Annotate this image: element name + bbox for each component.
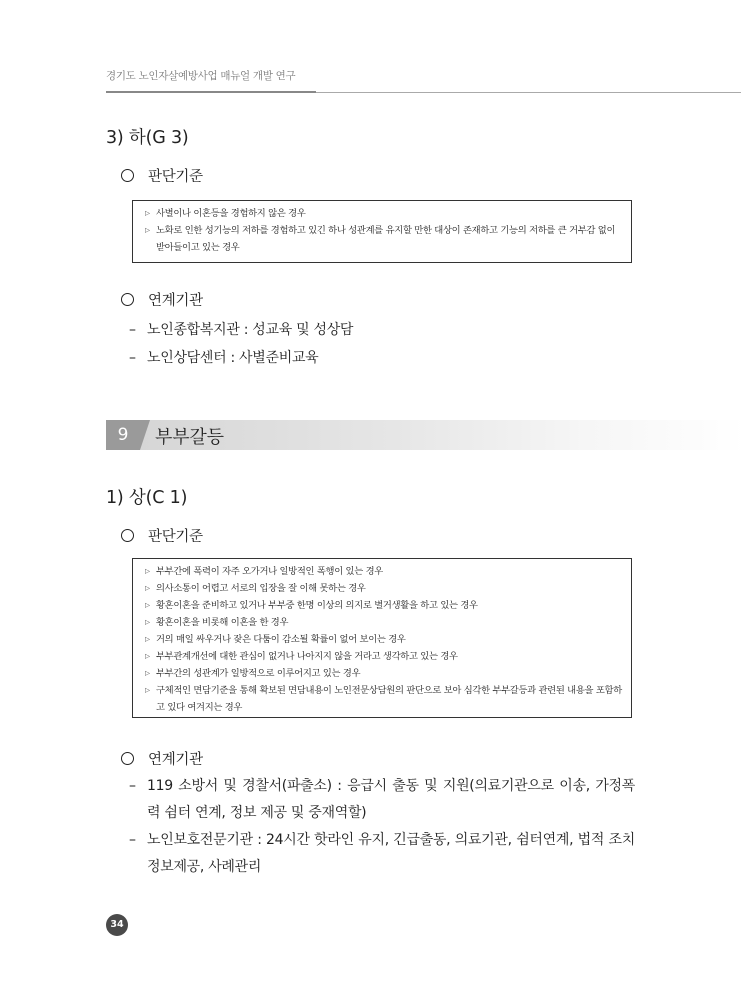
criteria-item <box>145 614 623 631</box>
criteria-item <box>145 205 623 222</box>
criteria-item-text: 부부간의 성관계가 일방적으로 이루어지고 있는 경우 <box>156 668 361 679</box>
circle-bullet-icon <box>121 752 134 765</box>
triangle-bullet-icon: ▷ <box>145 686 150 694</box>
triangle-bullet-icon: ▷ <box>145 652 150 660</box>
criteria-heading-high <box>121 525 203 546</box>
criteria-label: 판단기준 <box>148 529 203 545</box>
criteria-item-text: 황혼이혼을 비롯해 이혼을 한 경우 <box>156 617 289 628</box>
criteria-item-text: 거의 매일 싸우거나 잦은 다툼이 감소될 확률이 없어 보이는 경우 <box>156 634 406 645</box>
criteria-item <box>145 631 623 648</box>
triangle-bullet-icon: ▷ <box>145 209 150 217</box>
criteria-item-text: 황혼이혼을 준비하고 있거나 부부중 한명 이상의 의지로 별거생활을 하고 있는 경우 <box>156 600 478 611</box>
agency-item <box>129 316 639 344</box>
criteria-item <box>145 222 623 256</box>
agency-item <box>129 773 635 827</box>
agency-item-text: 노인보호전문기관 : 24시간 핫라인 유지, 긴급출동, 의료기관, 쉼터연계, 법적 조치 정보제공, 사례관리 <box>147 832 635 875</box>
triangle-bullet-icon: ▷ <box>145 226 150 234</box>
criteria-item-text: 노화로 인한 성기능의 저하를 경험하고 있긴 하나 성관계를 유지할 만한 대상이 존재하고 기능의 저하를 큰 거부감 없이 받아들이고 있는 경우 <box>156 225 616 253</box>
triangle-bullet-icon: ▷ <box>145 635 150 643</box>
agency-heading-low <box>121 289 203 310</box>
circle-bullet-icon <box>121 293 134 306</box>
subsection-heading-low: 3) 하(G 3) <box>106 128 189 148</box>
triangle-bullet-icon: ▷ <box>145 669 150 677</box>
circle-bullet-icon <box>121 529 134 542</box>
agency-heading-high <box>121 748 203 769</box>
section-number-slant <box>140 420 150 450</box>
circle-bullet-icon <box>121 169 134 182</box>
criteria-item <box>145 580 623 597</box>
criteria-item <box>145 563 623 580</box>
agency-list-high <box>129 773 635 881</box>
criteria-item-text: 부부관계개선에 대한 관심이 없거나 나아지지 않을 거라고 생각하고 있는 경우 <box>156 651 458 662</box>
agency-item-text: 노인종합복지관 : 성교육 및 성상담 <box>147 322 354 338</box>
dash-bullet: – <box>129 832 136 848</box>
triangle-bullet-icon: ▷ <box>145 618 150 626</box>
criteria-item <box>145 665 623 682</box>
agency-item-text: 119 소방서 및 경찰서(파출소) : 응급시 출동 및 지원(의료기관으로 이송, 가정폭력 쉼터 연계, 정보 제공 및 중재역할) <box>147 778 635 821</box>
header-rule <box>106 91 316 93</box>
triangle-bullet-icon: ▷ <box>145 567 150 575</box>
agency-label: 연계기관 <box>148 293 203 309</box>
subsection-heading-high: 1) 상(C 1) <box>106 488 188 508</box>
running-header: 경기도 노인자살예방사업 매뉴얼 개발 연구 <box>106 70 296 82</box>
criteria-item-text: 구체적인 면담기준을 통해 확보된 면담내용이 노인전문상담원의 판단으로 보아 심각한 부부갈등과 관련된 내용을 포함하고 있다 여겨지는 경우 <box>156 685 622 713</box>
agency-label: 연계기관 <box>148 752 203 768</box>
criteria-heading-low <box>121 165 203 186</box>
dash-bullet: – <box>129 778 136 794</box>
section-title: 부부갈등 <box>155 427 224 448</box>
dash-bullet: – <box>129 350 136 366</box>
criteria-label: 판단기준 <box>148 169 203 185</box>
agency-item-text: 노인상담센터 : 사별준비교육 <box>147 350 319 366</box>
criteria-item-text: 의사소통이 어렵고 서로의 입장을 잘 이해 못하는 경우 <box>156 583 366 594</box>
criteria-item-text: 부부간에 폭력이 자주 오가거나 일방적인 폭행이 있는 경우 <box>156 566 383 577</box>
agency-item <box>129 827 635 881</box>
section-number: 9 <box>106 420 140 450</box>
criteria-box-low <box>132 200 632 263</box>
criteria-item <box>145 597 623 614</box>
agency-item <box>129 344 639 372</box>
criteria-item <box>145 648 623 665</box>
criteria-item-text: 사별이나 이혼등을 경험하지 않은 경우 <box>156 208 306 219</box>
page-number-badge: 34 <box>106 914 128 936</box>
agency-list-low <box>129 316 639 372</box>
dash-bullet: – <box>129 322 136 338</box>
criteria-box-high <box>132 558 632 718</box>
triangle-bullet-icon: ▷ <box>145 584 150 592</box>
header-rule-extension <box>316 92 741 93</box>
triangle-bullet-icon: ▷ <box>145 601 150 609</box>
criteria-item <box>145 682 623 716</box>
